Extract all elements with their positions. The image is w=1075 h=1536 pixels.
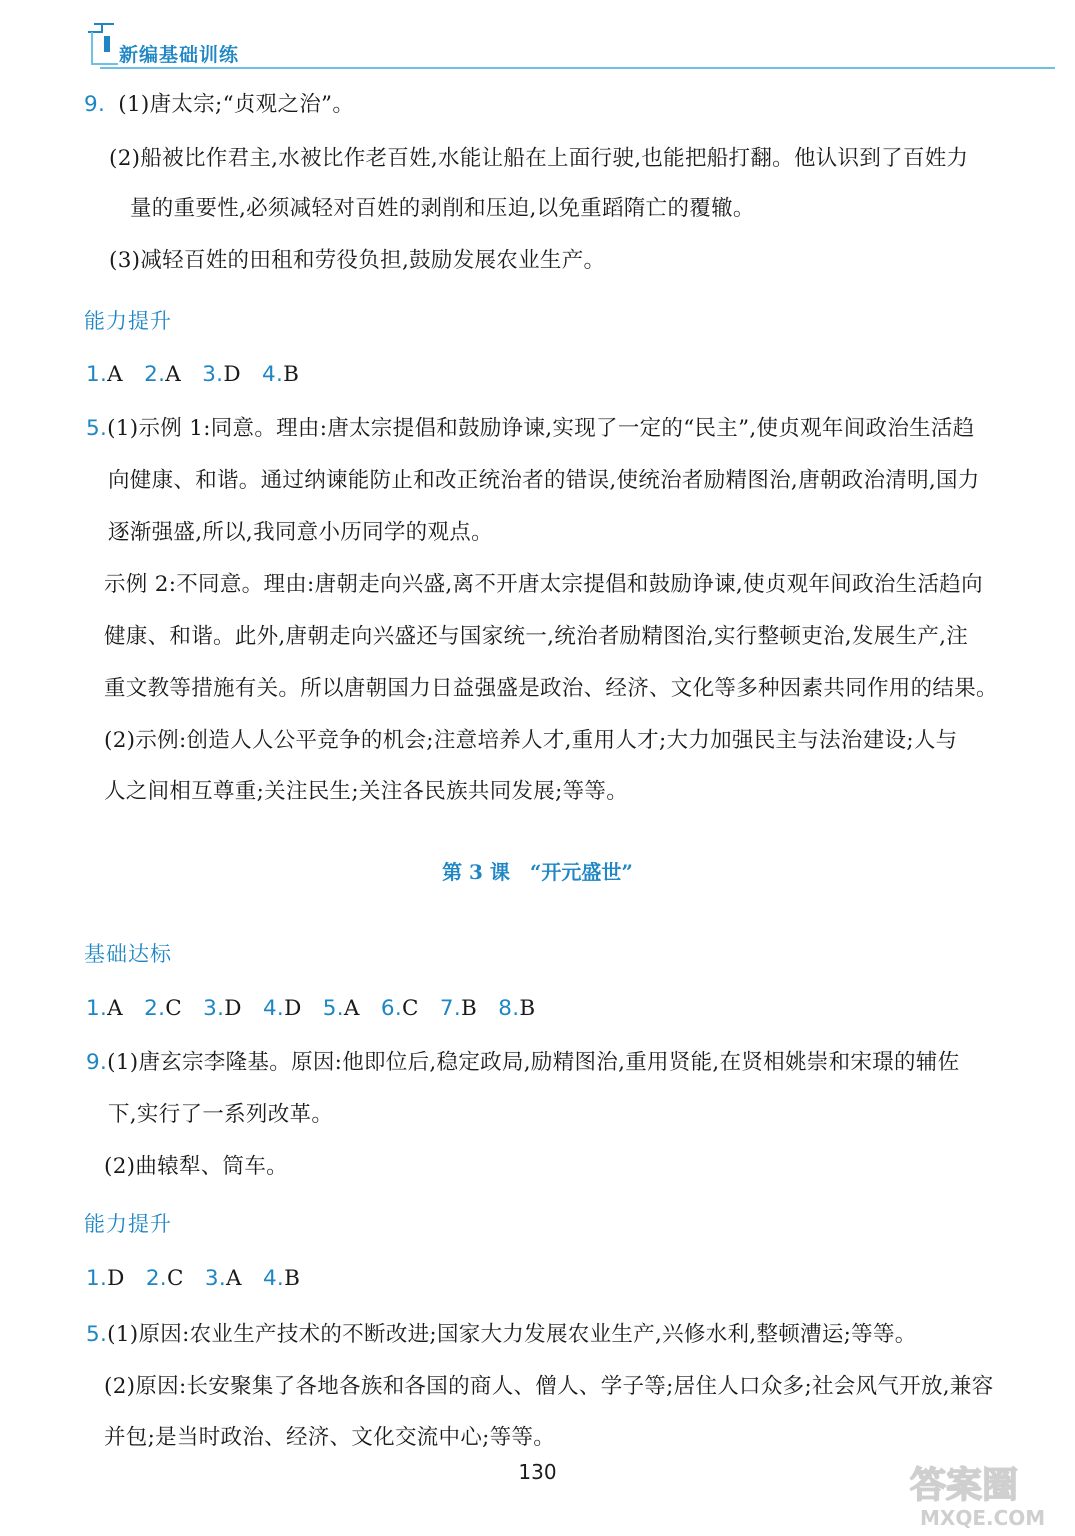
mcq-number: 2. (144, 362, 166, 387)
mcq-answer: C (165, 996, 182, 1021)
question-number: 9. (86, 1050, 108, 1075)
mcq-number: 1. (86, 362, 108, 387)
q5-prev-line1 (86, 414, 975, 444)
q5-prev-line4: 示例 2:不同意。理由:唐朝走向兴盛,离不开唐太宗提倡和鼓励诤谏,使贞观年间政治生活趋向 (104, 572, 983, 597)
mcq-number: 6. (380, 996, 402, 1021)
mcq-number: 2. (145, 1266, 167, 1291)
mcq-answer: D (107, 1266, 125, 1291)
mcq-answer: B (461, 996, 478, 1021)
q5-prev-line2: 向健康、和谐。通过纳谏能防止和改正统治者的错误,使统治者励精图治,唐朝政治清明,国力 (108, 468, 980, 493)
lesson-title: 第 3 课 “开元盛世” (442, 860, 633, 884)
q5-prev-line6: 重文教等措施有关。所以唐朝国力日益强盛是政治、经济、文化等多种因素共同作用的结果。 (104, 676, 998, 701)
section-heading-ability: 能力提升 (84, 1212, 172, 1236)
mcq-number: 4. (262, 362, 284, 387)
mcq-answer: D (284, 996, 302, 1021)
q5-new-line3: 并包;是当时政治、经济、文化交流中心;等等。 (104, 1425, 556, 1450)
answer-text: (1)原因:农业生产技术的不断改进;国家大力发展农业生产,兴修水利,整顿漕运;等等。 (107, 1322, 917, 1347)
mcq-number: 1. (86, 996, 108, 1021)
mcq-answer: A (343, 996, 360, 1021)
question-number: 9. (84, 92, 106, 117)
mcq-number: 2. (144, 996, 166, 1021)
q5-new-line1 (86, 1320, 917, 1350)
mcq-answer: A (165, 362, 182, 387)
q5-prev-line5: 健康、和谐。此外,唐朝走向兴盛还与国家统一,统治者励精图治,实行整顿吏治,发展生产,注 (104, 624, 969, 649)
mcq-number: 3. (203, 996, 225, 1021)
mcq-answer: C (166, 1266, 184, 1291)
answer-text: (1)示例 1:同意。理由:唐太宗提倡和鼓励诤谏,实现了一定的“民主”,使贞观年间政治生活趋 (107, 416, 975, 441)
q5-prev-line3: 逐渐强盛,所以,我同意小历同学的观点。 (108, 520, 493, 545)
mcq-answer: D (224, 996, 242, 1021)
mcq-answer: A (225, 1266, 242, 1291)
mcq-number: 4. (262, 1266, 285, 1291)
mcq-answers-1 (86, 360, 299, 390)
q5-new-line2: (2)原因:长安聚集了各地各族和各国的商人、僧人、学子等;居住人口众多;社会风气开放,兼容 (104, 1374, 994, 1399)
header-rule (100, 67, 1055, 69)
watermark-line1: 答案圈 (910, 1465, 1019, 1506)
mcq-answer: D (223, 362, 241, 387)
q9-new-line2: 下,实行了一系列改革。 (108, 1102, 334, 1127)
mcq-answer: C (401, 996, 419, 1021)
question-number: 5. (86, 416, 108, 441)
watermark-line2: MXQE.COM (920, 1506, 1046, 1530)
mcq-number: 1. (86, 1266, 108, 1291)
section-heading-ability: 能力提升 (84, 309, 172, 333)
q9-prev-line4: (3)减轻百姓的田租和劳役负担,鼓励发展农业生产。 (109, 248, 606, 273)
q9-new-line3: (2)曲辕犁、筒车。 (104, 1154, 288, 1179)
q9-new-line1 (86, 1048, 959, 1078)
mcq-answer: B (283, 362, 300, 387)
mcq-answers-3 (86, 1264, 300, 1294)
mcq-answer: A (107, 996, 123, 1021)
question-number: 5. (86, 1322, 108, 1347)
mcq-number: 8. (498, 996, 520, 1021)
mcq-number: 3. (204, 1266, 226, 1291)
mcq-number: 3. (202, 362, 224, 387)
section-heading-basic: 基础达标 (84, 942, 172, 966)
mcq-answer: B (284, 1266, 301, 1291)
q9-prev-line3: 量的重要性,必须减轻对百姓的剥削和压迫,以免重蹈隋亡的覆辙。 (130, 196, 755, 221)
page-number: 130 (518, 1460, 557, 1484)
mcq-answer: A (107, 362, 123, 387)
mcq-number: 7. (439, 996, 461, 1021)
mcq-answer: B (519, 996, 536, 1021)
q9-prev-line2: (2)船被比作君主,水被比作老百姓,水能让船在上面行驶,也能把船打翻。他认识到了百姓力 (109, 146, 969, 171)
q5-prev-line7: (2)示例:创造人人公平竞争的机会;注意培养人才,重用人才;大力加强民主与法治建设;人与 (104, 728, 958, 753)
q5-prev-line8: 人之间相互尊重;关注民生;关注各民族共同发展;等等。 (104, 779, 629, 804)
header-logo-icon (84, 18, 118, 66)
mcq-number: 5. (322, 996, 344, 1021)
mcq-answers-2 (86, 994, 535, 1024)
watermark-logo (900, 1455, 1070, 1530)
mcq-number: 4. (262, 996, 285, 1021)
header-title: 新编基础训练 (119, 44, 240, 66)
answer-text: (1)唐玄宗李隆基。原因:他即位后,稳定政局,励精图治,重用贤能,在贤相姚崇和宋璟的辅佐 (107, 1050, 960, 1075)
answer-text: (1)唐太宗;“贞观之治”。 (118, 92, 355, 117)
q9-prev-line1 (84, 90, 354, 120)
